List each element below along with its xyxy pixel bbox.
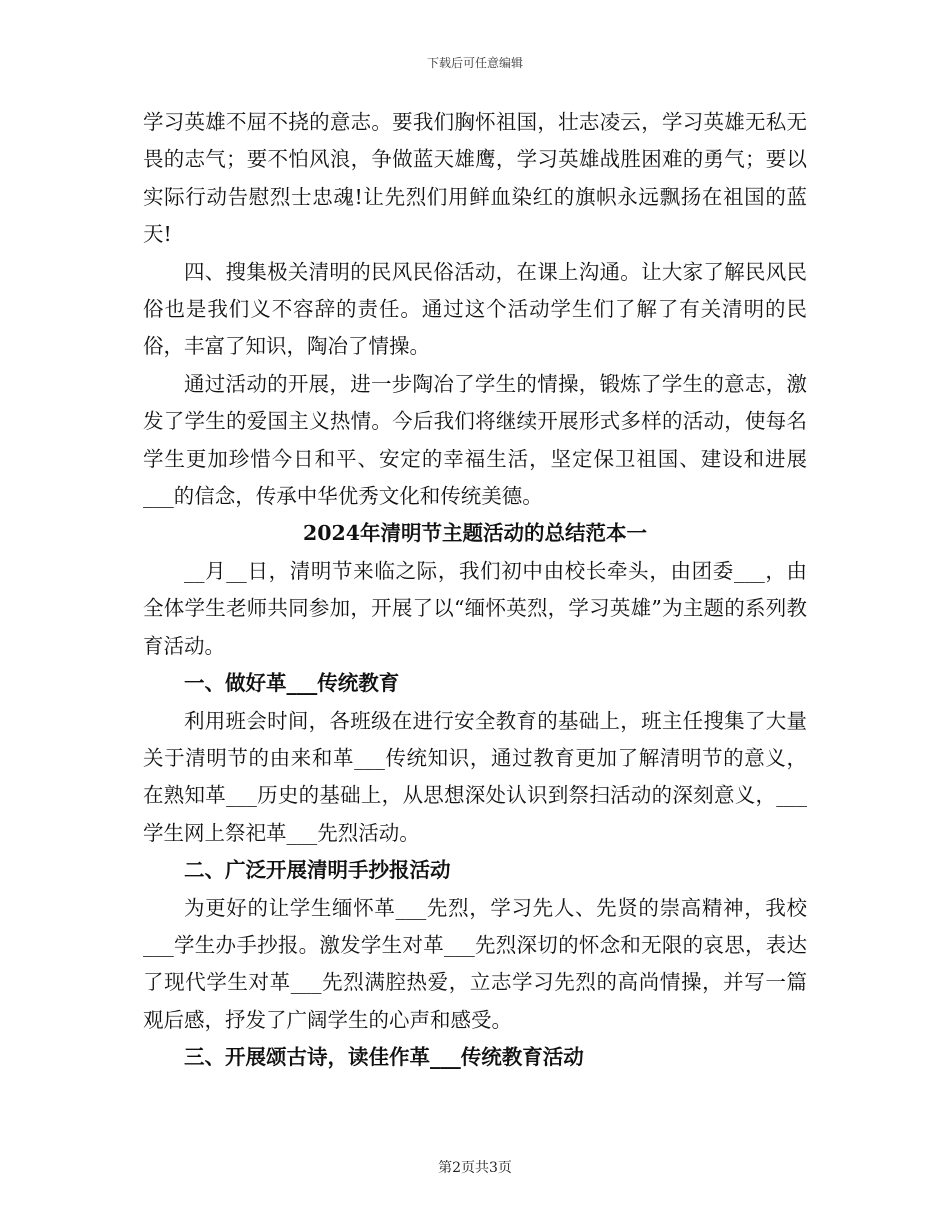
paragraph-handwritten-newspaper: 为更好的让学生缅怀革___先烈，学习先人、先贤的崇高精神，我校___学生办手抄报。激发学生对革___先烈深切的怀念和无限的哀思，表达了现代学生对革___先烈满腔热爱，立志学习先烈的高尚情操，并写一篇观后感，抒发了广阔学生的心声和感受。 xyxy=(143,895,807,1032)
paragraph-folk-customs: 四、搜集极关清明的民风民俗活动，在课上沟通。让大家了解民风民俗也是我们义不容辞的责任。通过这个活动学生们了解了有关清明的民俗，丰富了知识，陶冶了情操。 xyxy=(143,259,807,359)
paragraph-class-meeting: 利用班会时间，各班级在进行安全教育的基础上，班主任搜集了大量关于清明节的由来和革___传统知识，通过教育更加了解清明节的意义，在熟知革___历史的基础上，从思想深处认识到祭扫活动的深刻意义，___学生网上祭祀革___先烈活动。 xyxy=(143,708,807,845)
paragraph-conclusion: 通过活动的开展，进一步陶冶了学生的情操，锻炼了学生的意志，激发了学生的爱国主义热情。今后我们将继续开展形式多样的活动，使每名学生更加珍惜今日和平、安定的幸福生活，坚定保卫祖国、建设和进展___的信念，传承中华优秀文化和传统美德。 xyxy=(143,371,807,509)
heading-three: 三、开展颂古诗，读佳作革___传统教育活动 xyxy=(184,1045,584,1070)
page-indicator: 第2页共3页 xyxy=(438,1160,512,1176)
heading-one: 一、做好革___传统教育 xyxy=(184,671,400,696)
paragraph-intro: __月__日，清明节来临之际，我们初中由校长牵头，由团委___，由全体学生老师共同参加，开展了以“缅怀英烈，学习英雄”为主题的系列教育活动。 xyxy=(143,558,807,658)
section-title: 2024年清明节主题活动的总结范本一 xyxy=(302,521,648,546)
page-content xyxy=(143,104,807,1077)
heading-two: 二、广泛开展清明手抄报活动 xyxy=(184,858,451,883)
paragraph-continuation: 学习英雄不屈不挠的意志。要我们胸怀祖国，壮志凌云，学习英雄无私无畏的志气；要不怕风浪，争做蓝天雄鹰，学习英雄战胜困难的勇气；要以实际行动告慰烈士忠魂!让先烈们用鲜血染红的旗帜永远飘扬在祖国的蓝天! xyxy=(143,110,807,247)
header-note: 下载后可任意编辑 xyxy=(426,56,523,70)
